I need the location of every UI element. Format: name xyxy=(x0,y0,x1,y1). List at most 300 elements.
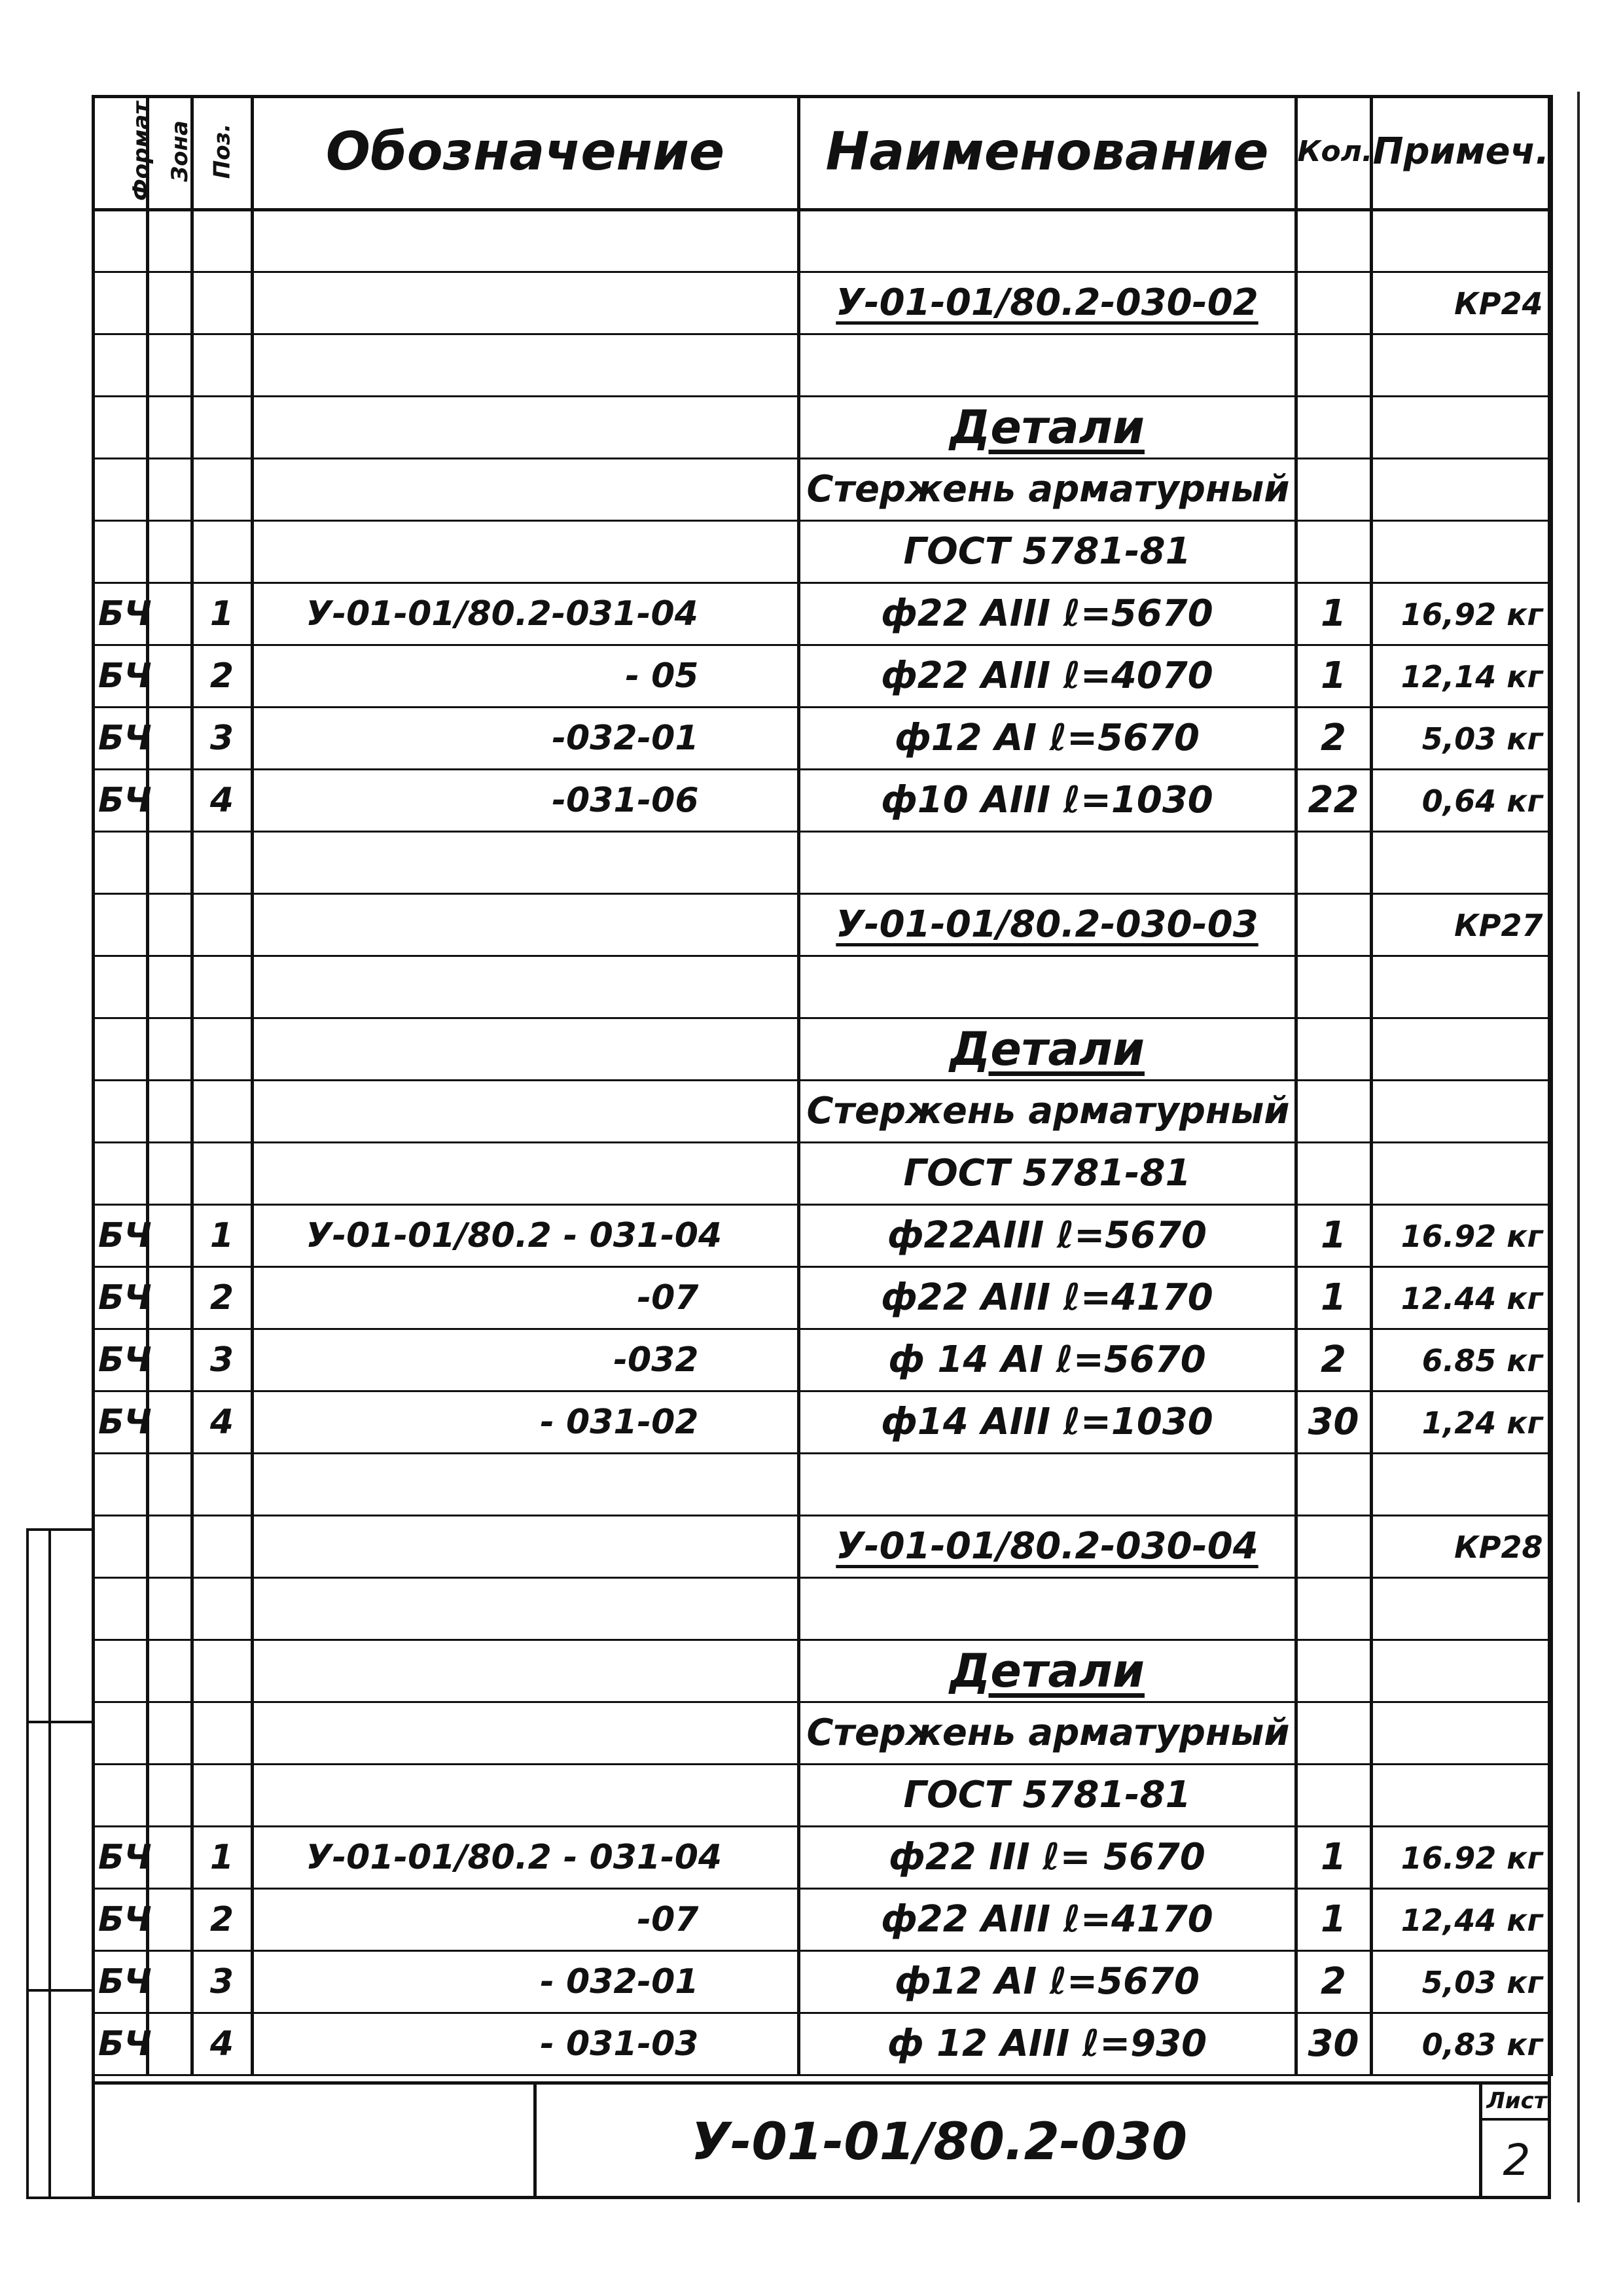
cell-note xyxy=(1371,893,1551,956)
table-row xyxy=(92,1888,1551,1950)
cell-format xyxy=(92,1204,152,1266)
cell-designation-text: - 031-02 xyxy=(540,1402,699,1442)
header-designation: Обозначение xyxy=(252,95,798,209)
header-pos xyxy=(192,95,252,209)
cell-format xyxy=(92,1018,147,1080)
cell-zone xyxy=(147,520,192,583)
table-row xyxy=(92,583,1551,645)
cell-name-text: ф22 III ℓ= 5670 xyxy=(889,1836,1205,1878)
cell-designation xyxy=(252,1018,798,1080)
cell-qty-text: 1 xyxy=(1321,1898,1346,1941)
cell-format xyxy=(92,334,147,396)
cell-name xyxy=(798,1453,1296,1515)
cell-zone xyxy=(147,1266,192,1329)
cell-format xyxy=(92,272,147,334)
cell-name xyxy=(798,1702,1296,1764)
cell-format xyxy=(92,1950,152,2013)
cell-format xyxy=(92,1391,152,1453)
cell-format xyxy=(92,1702,147,1764)
cell-format-text: БЧ xyxy=(98,594,152,634)
cell-qty xyxy=(1296,956,1371,1018)
cell-pos xyxy=(192,1018,252,1080)
cell-note xyxy=(1371,707,1551,769)
cell-note xyxy=(1371,458,1551,520)
cell-pos xyxy=(192,1080,252,1142)
header-qty: Кол. xyxy=(1296,95,1371,209)
cell-pos xyxy=(192,1764,252,1826)
cell-format xyxy=(92,1329,152,1391)
cell-zone xyxy=(147,334,192,396)
cell-qty xyxy=(1296,1080,1371,1142)
header-zone-text: Зона xyxy=(166,120,193,183)
cell-zone xyxy=(147,1826,192,1888)
cell-name xyxy=(798,1826,1296,1888)
cell-designation xyxy=(252,893,798,956)
cell-name xyxy=(798,1888,1296,1950)
cell-note-text: 12,44 кг xyxy=(1400,1902,1543,1938)
cell-qty xyxy=(1296,645,1371,707)
table-row xyxy=(92,831,1551,893)
cell-pos xyxy=(192,1266,252,1329)
cell-note xyxy=(1371,1826,1551,1888)
cell-name-text: Детали xyxy=(950,1022,1145,1076)
cell-zone xyxy=(147,1453,192,1515)
cell-note xyxy=(1371,1640,1551,1702)
cell-format xyxy=(92,1515,147,1577)
cell-qty xyxy=(1296,1888,1371,1950)
cell-note-text: КР24 xyxy=(1454,285,1543,321)
cell-format-text: БЧ xyxy=(98,1402,152,1442)
cell-pos xyxy=(192,520,252,583)
cell-note-text: 16.92 кг xyxy=(1400,1840,1543,1876)
cell-note-text: 6.85 кг xyxy=(1421,1342,1543,1378)
cell-designation xyxy=(252,520,798,583)
cell-note xyxy=(1371,1266,1551,1329)
cell-zone xyxy=(147,1204,192,1266)
cell-note-text: 0,83 кг xyxy=(1421,2026,1543,2062)
cell-pos xyxy=(192,1453,252,1515)
cell-note xyxy=(1371,1329,1551,1391)
cell-zone xyxy=(147,831,192,893)
cell-name-text: ГОСТ 5781-81 xyxy=(903,530,1191,573)
cell-name-text: ф14 АIII ℓ=1030 xyxy=(881,1401,1213,1443)
cell-designation xyxy=(252,1702,798,1764)
cell-designation xyxy=(252,707,798,769)
table-row xyxy=(92,396,1551,458)
specification-body xyxy=(92,209,1551,2075)
cell-name xyxy=(798,769,1296,831)
cell-designation xyxy=(252,1950,798,2013)
cell-qty-text: 30 xyxy=(1308,2022,1359,2065)
cell-qty xyxy=(1296,209,1371,272)
cell-zone xyxy=(147,209,192,272)
cell-zone xyxy=(147,583,192,645)
cell-name xyxy=(798,1266,1296,1329)
cell-zone xyxy=(147,956,192,1018)
cell-format xyxy=(92,520,147,583)
cell-note xyxy=(1371,209,1551,272)
cell-qty-text: 1 xyxy=(1321,592,1346,635)
cell-note-text: КР27 xyxy=(1454,907,1543,943)
cell-pos xyxy=(192,1950,252,2013)
binding-vertical-line xyxy=(48,1531,51,2199)
cell-qty xyxy=(1296,1826,1371,1888)
table-row xyxy=(92,645,1551,707)
cell-note xyxy=(1371,334,1551,396)
cell-format-text: БЧ xyxy=(98,1962,152,2001)
specification-table xyxy=(92,95,1553,2076)
cell-format xyxy=(92,458,147,520)
cell-format xyxy=(92,396,147,458)
cell-qty xyxy=(1296,334,1371,396)
sheet-number: 2 xyxy=(1503,2134,1531,2185)
cell-format xyxy=(92,1266,152,1329)
cell-pos xyxy=(192,1702,252,1764)
cell-name xyxy=(798,1329,1296,1391)
cell-name xyxy=(798,1018,1296,1080)
cell-qty-text: 22 xyxy=(1308,779,1359,821)
cell-note xyxy=(1371,520,1551,583)
cell-pos xyxy=(192,272,252,334)
cell-zone xyxy=(147,1391,192,1453)
cell-pos xyxy=(192,769,252,831)
cell-designation-text: -032-01 xyxy=(552,718,699,758)
cell-note xyxy=(1371,396,1551,458)
cell-format-text: БЧ xyxy=(98,1215,152,1255)
cell-pos xyxy=(192,1640,252,1702)
cell-pos xyxy=(192,1577,252,1640)
cell-pos-text: 2 xyxy=(209,1899,234,1939)
cell-name xyxy=(798,893,1296,956)
cell-note xyxy=(1371,1142,1551,1204)
cell-format xyxy=(92,831,147,893)
cell-note-text: 16.92 кг xyxy=(1400,1218,1543,1254)
cell-pos xyxy=(192,831,252,893)
cell-designation-text: У-01-01/80.2-031-04 xyxy=(306,594,698,634)
cell-qty xyxy=(1296,769,1371,831)
cell-qty-text: 1 xyxy=(1321,1276,1346,1319)
cell-pos xyxy=(192,2013,252,2075)
cell-designation-text: - 032-01 xyxy=(540,1962,699,2001)
cell-format-text: БЧ xyxy=(98,1278,152,1318)
cell-format xyxy=(92,2013,152,2075)
cell-format xyxy=(92,1640,147,1702)
cell-pos xyxy=(192,1391,252,1453)
cell-pos xyxy=(192,1142,252,1204)
cell-name-text: ф12 АI ℓ=5670 xyxy=(895,717,1200,759)
cell-qty xyxy=(1296,583,1371,645)
cell-zone xyxy=(147,1950,192,2013)
cell-zone xyxy=(147,1329,192,1391)
cell-name-text: ф22 АIII ℓ=4170 xyxy=(881,1276,1213,1319)
cell-qty xyxy=(1296,396,1371,458)
cell-name-text: ф22АIII ℓ=5670 xyxy=(887,1214,1207,1257)
binding-separator xyxy=(29,1989,92,1992)
cell-qty xyxy=(1296,2013,1371,2075)
cell-name xyxy=(798,209,1296,272)
cell-name-text: Детали xyxy=(950,1643,1145,1698)
cell-name-text: ф10 АIII ℓ=1030 xyxy=(881,779,1213,821)
cell-note-text: КР28 xyxy=(1454,1529,1543,1565)
cell-name-text: ф 12 АIII ℓ=930 xyxy=(887,2022,1207,2065)
cell-qty xyxy=(1296,1702,1371,1764)
cell-pos-text: 3 xyxy=(209,1962,234,2001)
cell-note xyxy=(1371,1702,1551,1764)
cell-designation xyxy=(252,1204,798,1266)
cell-format-text: БЧ xyxy=(98,780,152,820)
cell-zone xyxy=(147,1640,192,1702)
cell-format xyxy=(92,1826,152,1888)
cell-qty-text: 30 xyxy=(1308,1401,1359,1443)
table-row xyxy=(92,2013,1551,2075)
cell-note xyxy=(1371,1080,1551,1142)
cell-qty xyxy=(1296,1950,1371,2013)
cell-name xyxy=(798,1142,1296,1204)
cell-designation-text: -07 xyxy=(637,1278,699,1318)
cell-name xyxy=(798,583,1296,645)
cell-note-text: 0,64 кг xyxy=(1421,783,1543,819)
cell-name xyxy=(798,1950,1296,2013)
cell-format xyxy=(92,1453,147,1515)
cell-name xyxy=(798,956,1296,1018)
cell-zone xyxy=(147,458,192,520)
cell-zone xyxy=(147,707,192,769)
sheet-label: Лист xyxy=(1482,2085,1551,2121)
cell-pos xyxy=(192,583,252,645)
cell-qty-text: 1 xyxy=(1321,1836,1346,1878)
cell-designation xyxy=(252,1764,798,1826)
cell-name xyxy=(798,272,1296,334)
cell-qty-text: 1 xyxy=(1321,655,1346,697)
cell-note xyxy=(1371,1577,1551,1640)
cell-name xyxy=(798,1391,1296,1453)
cell-name xyxy=(798,1515,1296,1577)
cell-qty xyxy=(1296,707,1371,769)
cell-format xyxy=(92,707,152,769)
cell-qty xyxy=(1296,1453,1371,1515)
cell-designation xyxy=(252,956,798,1018)
header-note: Примеч. xyxy=(1371,95,1551,209)
cell-format xyxy=(92,956,147,1018)
cell-designation xyxy=(252,1142,798,1204)
cell-note xyxy=(1371,272,1551,334)
cell-note-text: 12,14 кг xyxy=(1400,658,1543,694)
sheet-edge-line xyxy=(1577,92,1580,2202)
cell-note xyxy=(1371,583,1551,645)
cell-designation xyxy=(252,1391,798,1453)
cell-qty xyxy=(1296,1204,1371,1266)
cell-name-text: У-01-01/80.2-030-04 xyxy=(836,1525,1258,1568)
cell-name-text: ГОСТ 5781-81 xyxy=(903,1774,1191,1816)
cell-pos-text: 1 xyxy=(209,594,234,634)
cell-format xyxy=(92,1142,147,1204)
header-format xyxy=(92,95,154,209)
cell-format-text: БЧ xyxy=(98,1899,152,1939)
cell-pos-text: 4 xyxy=(209,780,234,820)
binding-separator xyxy=(29,1721,92,1723)
cell-zone xyxy=(147,1702,192,1764)
cell-designation-text: -07 xyxy=(637,1899,699,1939)
cell-pos xyxy=(192,1204,252,1266)
cell-note xyxy=(1371,831,1551,893)
cell-pos-text: 2 xyxy=(209,1278,234,1318)
cell-designation xyxy=(252,458,798,520)
cell-designation-text: - 05 xyxy=(625,656,699,696)
table-row xyxy=(92,707,1551,769)
cell-qty-text: 2 xyxy=(1321,1960,1346,2003)
table-row xyxy=(92,1950,1551,2013)
cell-name-text: ф22 АIII ℓ=4070 xyxy=(881,655,1213,697)
table-row xyxy=(92,1018,1551,1080)
cell-designation xyxy=(252,1577,798,1640)
cell-qty-text: 2 xyxy=(1321,717,1346,759)
cell-qty xyxy=(1296,1018,1371,1080)
cell-format xyxy=(92,1764,147,1826)
table-row xyxy=(92,956,1551,1018)
cell-pos xyxy=(192,1329,252,1391)
header-name: Наименование xyxy=(798,95,1296,209)
cell-pos xyxy=(192,209,252,272)
cell-qty xyxy=(1296,831,1371,893)
cell-designation xyxy=(252,209,798,272)
cell-name xyxy=(798,334,1296,396)
cell-note-text: 5,03 кг xyxy=(1421,1964,1543,2000)
table-row xyxy=(92,334,1551,396)
cell-note xyxy=(1371,1018,1551,1080)
cell-name-text: У-01-01/80.2-030-03 xyxy=(836,903,1258,946)
table-row xyxy=(92,1453,1551,1515)
header-row xyxy=(92,95,1551,209)
cell-format xyxy=(92,1577,147,1640)
table-row xyxy=(92,1515,1551,1577)
cell-format xyxy=(92,645,152,707)
cell-note xyxy=(1371,1764,1551,1826)
cell-format-text: БЧ xyxy=(98,718,152,758)
cell-qty-text: 2 xyxy=(1321,1338,1346,1381)
cell-format xyxy=(92,893,147,956)
cell-designation xyxy=(252,1640,798,1702)
cell-note xyxy=(1371,1950,1551,2013)
cell-pos-text: 1 xyxy=(209,1215,234,1255)
cell-pos xyxy=(192,645,252,707)
cell-zone xyxy=(147,1080,192,1142)
cell-designation-text: У-01-01/80.2 - 031-04 xyxy=(306,1837,722,1877)
cell-pos xyxy=(192,707,252,769)
table-row xyxy=(92,1826,1551,1888)
cell-name xyxy=(798,458,1296,520)
cell-name-text: ф22 АIII ℓ=4170 xyxy=(881,1898,1213,1941)
cell-note xyxy=(1371,1453,1551,1515)
table-row xyxy=(92,1142,1551,1204)
cell-name-text: ГОСТ 5781-81 xyxy=(903,1152,1191,1194)
cell-pos xyxy=(192,893,252,956)
header-format-text: Формат xyxy=(128,101,154,202)
cell-name-text: Стержень арматурный xyxy=(806,468,1290,511)
cell-designation xyxy=(252,2013,798,2075)
cell-zone xyxy=(147,1018,192,1080)
cell-zone xyxy=(147,396,192,458)
table-row xyxy=(92,1577,1551,1640)
cell-designation-text: -032 xyxy=(613,1340,699,1380)
cell-name xyxy=(798,707,1296,769)
cell-zone xyxy=(147,2013,192,2075)
table-row xyxy=(92,1080,1551,1142)
table-row xyxy=(92,209,1551,272)
cell-qty xyxy=(1296,1391,1371,1453)
cell-name xyxy=(798,1577,1296,1640)
table-row xyxy=(92,1204,1551,1266)
cell-qty xyxy=(1296,1142,1371,1204)
cell-zone xyxy=(147,1764,192,1826)
cell-qty xyxy=(1296,520,1371,583)
cell-qty xyxy=(1296,1640,1371,1702)
cell-name xyxy=(798,645,1296,707)
cell-qty xyxy=(1296,1266,1371,1329)
title-block xyxy=(92,2081,1551,2199)
cell-name xyxy=(798,396,1296,458)
cell-pos xyxy=(192,458,252,520)
cell-format-text: БЧ xyxy=(98,2024,152,2064)
cell-name xyxy=(798,520,1296,583)
cell-zone xyxy=(147,645,192,707)
table-row xyxy=(92,520,1551,583)
header-pos-text: Поз. xyxy=(209,124,235,179)
cell-zone xyxy=(147,1888,192,1950)
cell-qty xyxy=(1296,1764,1371,1826)
cell-designation xyxy=(252,1080,798,1142)
cell-name-text: ф22 АIII ℓ=5670 xyxy=(881,592,1213,635)
cell-format-text: БЧ xyxy=(98,656,152,696)
cell-format xyxy=(92,769,152,831)
cell-name xyxy=(798,2013,1296,2075)
cell-designation xyxy=(252,1453,798,1515)
cell-note xyxy=(1371,2013,1551,2075)
cell-name xyxy=(798,1640,1296,1702)
cell-designation xyxy=(252,831,798,893)
table-row xyxy=(92,272,1551,334)
cell-qty xyxy=(1296,458,1371,520)
cell-name-text: ф12 АI ℓ=5670 xyxy=(895,1960,1200,2003)
cell-zone xyxy=(147,272,192,334)
table-row xyxy=(92,1266,1551,1329)
table-row xyxy=(92,1329,1551,1391)
cell-designation xyxy=(252,1515,798,1577)
cell-pos-text: 4 xyxy=(209,2024,234,2064)
cell-note xyxy=(1371,1888,1551,1950)
table-row xyxy=(92,1391,1551,1453)
cell-qty xyxy=(1296,272,1371,334)
cell-designation xyxy=(252,645,798,707)
cell-pos xyxy=(192,1826,252,1888)
cell-designation xyxy=(252,1329,798,1391)
cell-pos xyxy=(192,956,252,1018)
cell-pos-text: 3 xyxy=(209,1340,234,1380)
cell-pos xyxy=(192,396,252,458)
cell-note xyxy=(1371,1204,1551,1266)
cell-designation-text: У-01-01/80.2 - 031-04 xyxy=(306,1215,722,1255)
cell-name xyxy=(798,1764,1296,1826)
cell-note xyxy=(1371,1391,1551,1453)
table-row xyxy=(92,1702,1551,1764)
document-code: У-01-01/80.2-030 xyxy=(690,2112,1188,2172)
cell-format xyxy=(92,1080,147,1142)
cell-note xyxy=(1371,645,1551,707)
cell-pos-text: 1 xyxy=(209,1837,234,1877)
cell-zone xyxy=(147,1515,192,1577)
cell-pos-text: 3 xyxy=(209,718,234,758)
cell-name xyxy=(798,1080,1296,1142)
cell-pos xyxy=(192,334,252,396)
